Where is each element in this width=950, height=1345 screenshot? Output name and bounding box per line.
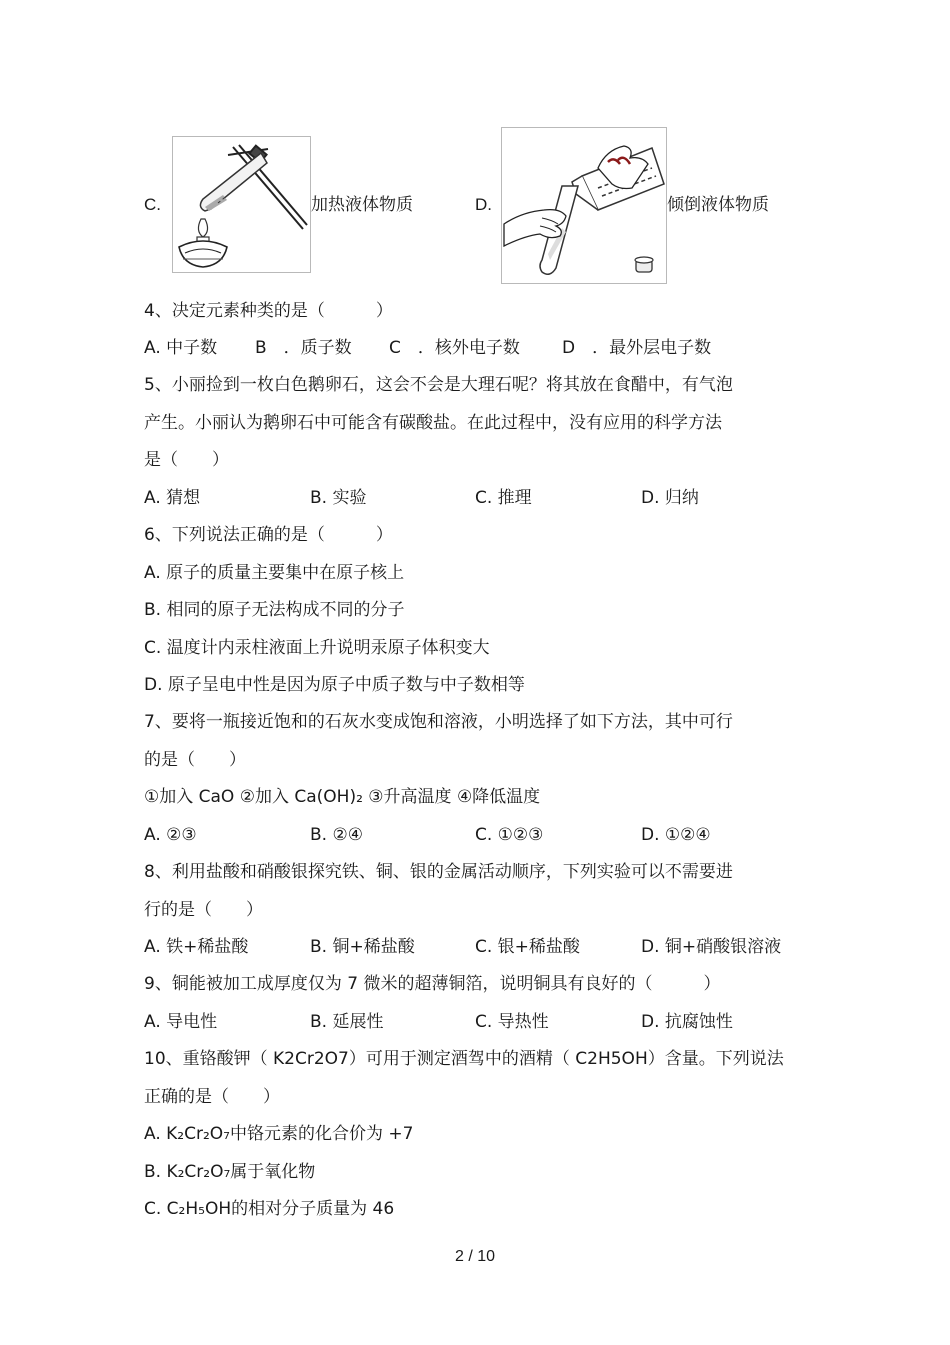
q7-option-b: B. ②④ (310, 825, 363, 845)
q4-option-b: B ．质子数 (255, 338, 352, 358)
q7-option-d: D. ①②④ (641, 825, 711, 845)
q8-line1: 8、利用盐酸和硝酸银探究铁、铜、银的金属活动顺序，下列实验可以不需要进 (144, 862, 733, 882)
q7-option-a: A. ②③ (144, 825, 197, 845)
q6-stem: 6、下列说法正确的是（ ） (144, 525, 393, 545)
q8-option-a: A. 铁+稀盐酸 (144, 937, 249, 957)
q7-line1: 7、要将一瓶接近饱和的石灰水变成饱和溶液，小明选择了如下方法，其中可行 (144, 712, 733, 732)
q9-option-d: D. 抗腐蚀性 (641, 1012, 733, 1032)
q5-line1: 5、小丽捡到一枚白色鹅卵石，这会不会是大理石呢？将其放在食醋中，有气泡 (144, 375, 733, 395)
q10-line1: 10、重铬酸钾（ K2Cr2O7）可用于测定酒驾中的酒精（ C2H5OH）含量。下列说法 (144, 1049, 784, 1069)
q4-option-c: C ．核外电子数 (389, 338, 520, 358)
q3-option-c-text: 加热液体物质 (311, 195, 413, 215)
q5-line3: 是（ ） (144, 450, 229, 470)
q8-line2: 行的是（ ） (144, 900, 263, 920)
q10-line2: 正确的是（ ） (144, 1087, 280, 1107)
q6-option-a: A. 原子的质量主要集中在原子核上 (144, 563, 405, 583)
heating-test-tube-icon (172, 136, 311, 273)
q3-option-d-label: D. (475, 195, 492, 214)
q8-option-c: C. 银+稀盐酸 (475, 937, 580, 957)
q9-stem: 9、铜能被加工成厚度仅为 7 微米的超薄铜箔，说明铜具有良好的（ ） (144, 974, 721, 994)
q8-option-b: B. 铜+稀盐酸 (310, 937, 415, 957)
q7-methods: ①加入 CaO ②加入 Ca(OH)₂ ③升高温度 ④降低温度 (144, 787, 541, 807)
page-number: 2 / 10 (454, 1248, 496, 1265)
q6-option-b: B. 相同的原子无法构成不同的分子 (144, 600, 405, 620)
q6-option-c: C. 温度计内汞柱液面上升说明汞原子体积变大 (144, 638, 490, 658)
q4-stem: 4、决定元素种类的是（ ） (144, 301, 393, 321)
q10-option-c: C. C₂H₅OH的相对分子质量为 46 (144, 1199, 395, 1219)
q7-option-c: C. ①②③ (475, 825, 544, 845)
q5-option-a: A. 猜想 (144, 488, 201, 508)
q3-option-d-text: 倾倒液体物质 (667, 195, 769, 215)
q6-option-d: D. 原子呈电中性是因为原子中质子数与中子数相等 (144, 675, 525, 695)
pouring-liquid-icon (501, 127, 667, 284)
q8-option-d: D. 铜+硝酸银溶液 (641, 937, 782, 957)
q3-option-c-label: C. (144, 195, 161, 214)
q9-option-c: C. 导热性 (475, 1012, 549, 1032)
q9-option-b: B. 延展性 (310, 1012, 384, 1032)
q5-option-b: B. 实验 (310, 488, 367, 508)
q10-option-a: A. K₂Cr₂O₇中铬元素的化合价为 +7 (144, 1124, 414, 1144)
q5-line2: 产生。小丽认为鹅卵石中可能含有碳酸盐。在此过程中，没有应用的科学方法 (144, 413, 722, 433)
q10-option-b: B. K₂Cr₂O₇属于氧化物 (144, 1162, 316, 1182)
q9-option-a: A. 导电性 (144, 1012, 218, 1032)
q4-option-a: A. 中子数 (144, 338, 218, 358)
q5-option-c: C. 推理 (475, 488, 532, 508)
q5-option-d: D. 归纳 (641, 488, 699, 508)
q4-option-d: D ．最外层电子数 (562, 338, 712, 358)
q7-line2: 的是（ ） (144, 750, 246, 770)
